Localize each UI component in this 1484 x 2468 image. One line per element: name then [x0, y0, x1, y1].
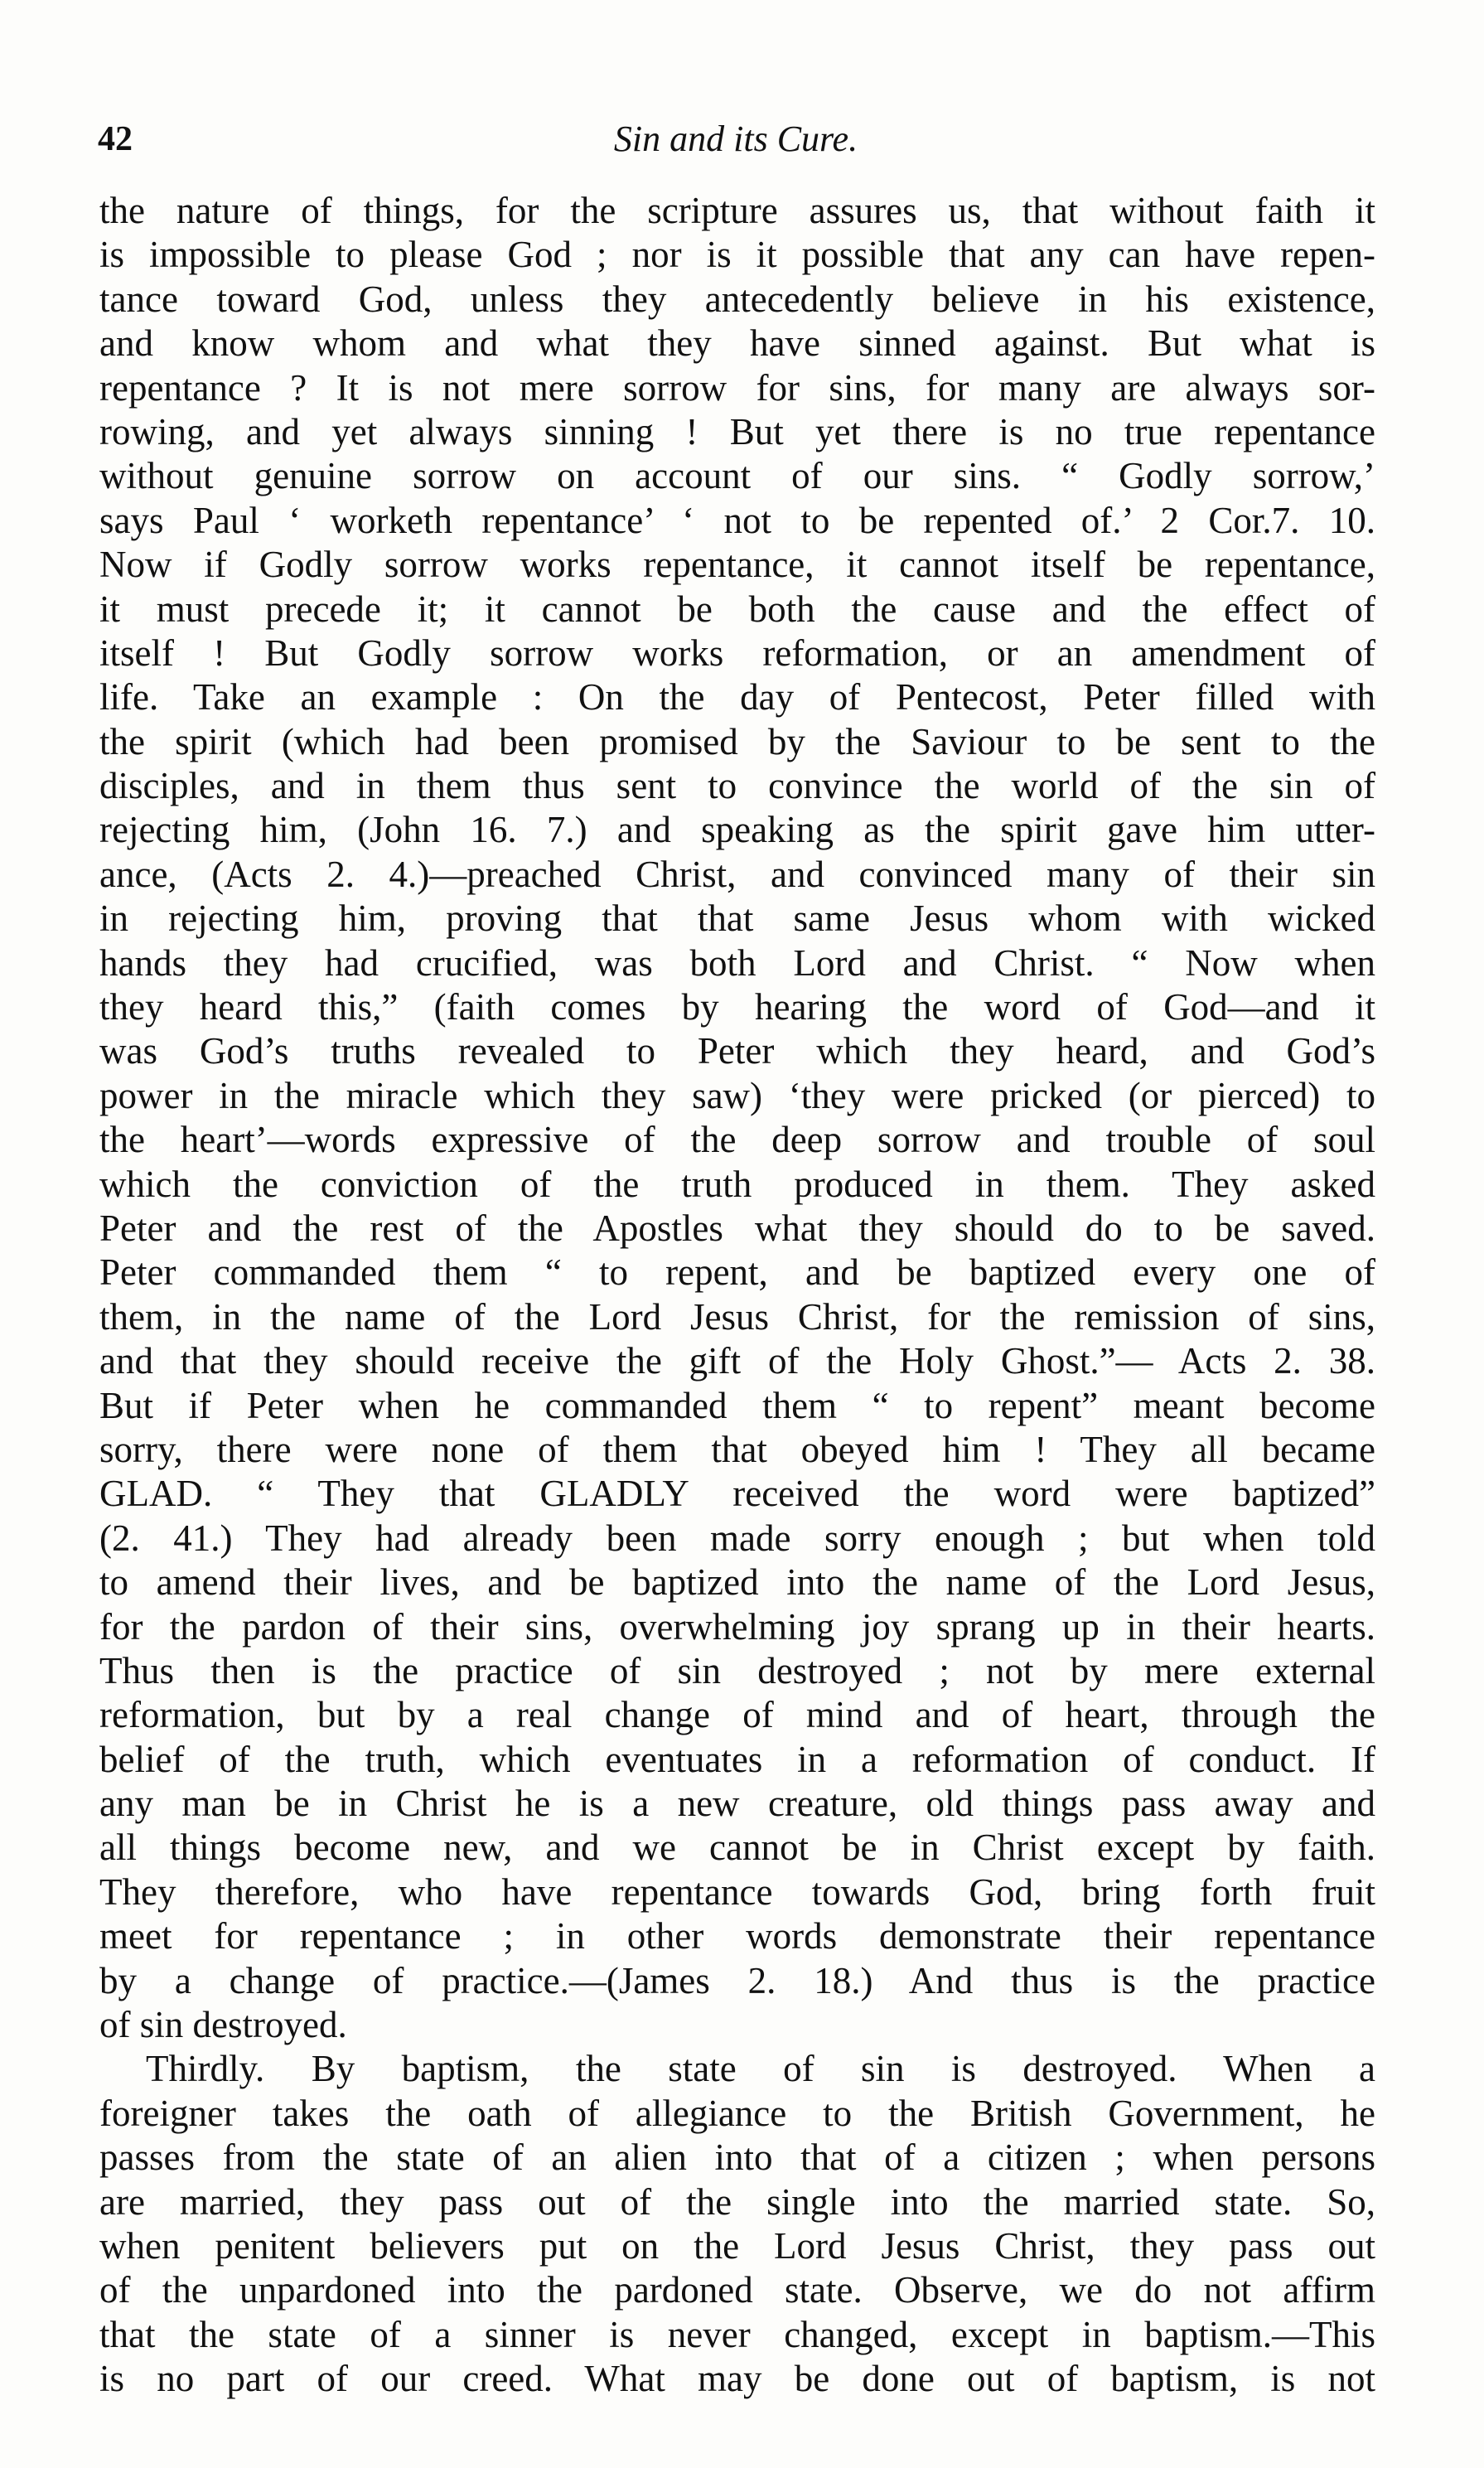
text-line: to amend their lives, and be baptized into the name of the Lord Jesus, [99, 1561, 1375, 1604]
running-title: Sin and its Cure. [613, 119, 858, 159]
text-line: disciples, and in them thus sent to convince the world of the sin of [99, 765, 1375, 807]
paragraph-start-line: Thirdly. By baptism, the state of sin is destroyed. When a [146, 2048, 1375, 2090]
text-line: which the conviction of the truth produced in them. They asked [99, 1163, 1375, 1205]
text-line: rejecting him, (John 16. 7.) and speaking as the spirit gave him utter- [99, 809, 1375, 851]
text-line: without genuine sorrow on account of our sins. “ Godly sorrow,’ [99, 455, 1375, 497]
text-line: when penitent believers put on the Lord Jesus Christ, they pass out [99, 2224, 1375, 2267]
text-line: by a change of practice.—(James 2. 18.) And thus is the practice [99, 1959, 1375, 2001]
text-line: (2. 41.) They had already been made sorry enough ; but when told [99, 1517, 1375, 1559]
text-line: in rejecting him, proving that that same Jesus whom with wicked [99, 898, 1375, 940]
text-line: says Paul ‘ worketh repentance’ ‘ not to be repented of.’ 2 Cor.7. 10. [99, 499, 1375, 541]
body-text [99, 189, 1375, 2402]
text-line: belief of the truth, which eventuates in a reformation of conduct. If [99, 1738, 1375, 1780]
text-line: for the pardon of their sins, overwhelming joy sprang up in their hearts. [99, 1605, 1375, 1648]
text-line: is impossible to please God ; nor is it possible that any can have repen- [99, 234, 1375, 276]
text-line: Thus then is the practice of sin destroyed ; not by mere external [99, 1649, 1375, 1691]
text-line: them, in the name of the Lord Jesus Christ, for the remission of sins, [99, 1295, 1375, 1338]
text-line: repentance ? It is not mere sorrow for sins, for many are always sor- [99, 366, 1375, 409]
text-line: But if Peter when he commanded them “ to repent” meant become [99, 1384, 1375, 1426]
text-line: any man be in Christ he is a new creature, old things pass away and [99, 1783, 1375, 1825]
text-line: the nature of things, for the scripture assures us, that without faith it [99, 190, 1375, 231]
page-number: 42 [98, 120, 133, 158]
text-line: reformation, but by a real change of mind and of heart, through the [99, 1694, 1375, 1736]
text-line: and know whom and what they have sinned against. But what is [99, 322, 1375, 365]
text-line: foreigner takes the oath of allegiance to the British Government, he [99, 2092, 1375, 2134]
text-line: was God’s truths revealed to Peter which they heard, and God’s [99, 1030, 1375, 1072]
text-line: the spirit (which had been promised by the Saviour to be sent to the [99, 720, 1375, 762]
text-line: itself ! But Godly sorrow works reformation, or an amendment of [99, 632, 1375, 674]
text-line: tance toward God, unless they antecedently believe in his existence, [99, 278, 1375, 320]
text-line: all things become new, and we cannot be in Christ except by faith. [99, 1827, 1375, 1869]
text-line: that the state of a sinner is never changed, except in baptism.—This [99, 2313, 1375, 2355]
text-line: rowing, and yet always sinning ! But yet there is no true repentance [99, 410, 1375, 452]
text-line: hands they had crucified, was both Lord and Christ. “ Now when [99, 941, 1375, 984]
text-line: are married, they pass out of the single into the married state. So, [99, 2180, 1375, 2223]
text-line: it must precede it; it cannot be both the cause and the effect of [99, 588, 1375, 630]
text-line: meet for repentance ; in other words demonstrate their repentance [99, 1915, 1375, 1957]
text-line: sorry, there were none of them that obeyed him ! They all became [99, 1428, 1375, 1470]
text-line: and that they should receive the gift of the Holy Ghost.”— Acts 2. 38. [99, 1340, 1375, 1382]
text-line: they heard this,” (faith comes by hearing the word of God—and it [99, 986, 1375, 1028]
text-line: is no part of our creed. What may be done out of baptism, is not [99, 2358, 1375, 2400]
text-line: Now if Godly sorrow works repentance, it cannot itself be repentance, [99, 544, 1375, 586]
text-line: GLAD. “ They that GLADLY received the word were baptized” [99, 1473, 1375, 1515]
text-line: They therefore, who have repentance towards God, bring forth fruit [99, 1870, 1375, 1913]
text-line: ance, (Acts 2. 4.)—preached Christ, and convinced many of their sin [99, 853, 1375, 895]
text-line: of the unpardoned into the pardoned state. Observe, we do not affirm [99, 2269, 1375, 2311]
text-line: Peter and the rest of the Apostles what they should do to be saved. [99, 1207, 1375, 1249]
text-line: Peter commanded them “ to repent, and be baptized every one of [99, 1251, 1375, 1294]
text-line: the heart’—words expressive of the deep sorrow and trouble of soul [99, 1119, 1375, 1161]
text-line: passes from the state of an alien into that of a citizen ; when persons [99, 2137, 1375, 2179]
text-line: power in the miracle which they saw) ‘they were pricked (or pierced) to [99, 1074, 1375, 1116]
paragraph-end-line: of sin destroyed. [99, 2004, 347, 2046]
text-line: life. Take an example : On the day of Pentecost, Peter filled with [99, 676, 1375, 719]
page-header [98, 114, 1374, 164]
